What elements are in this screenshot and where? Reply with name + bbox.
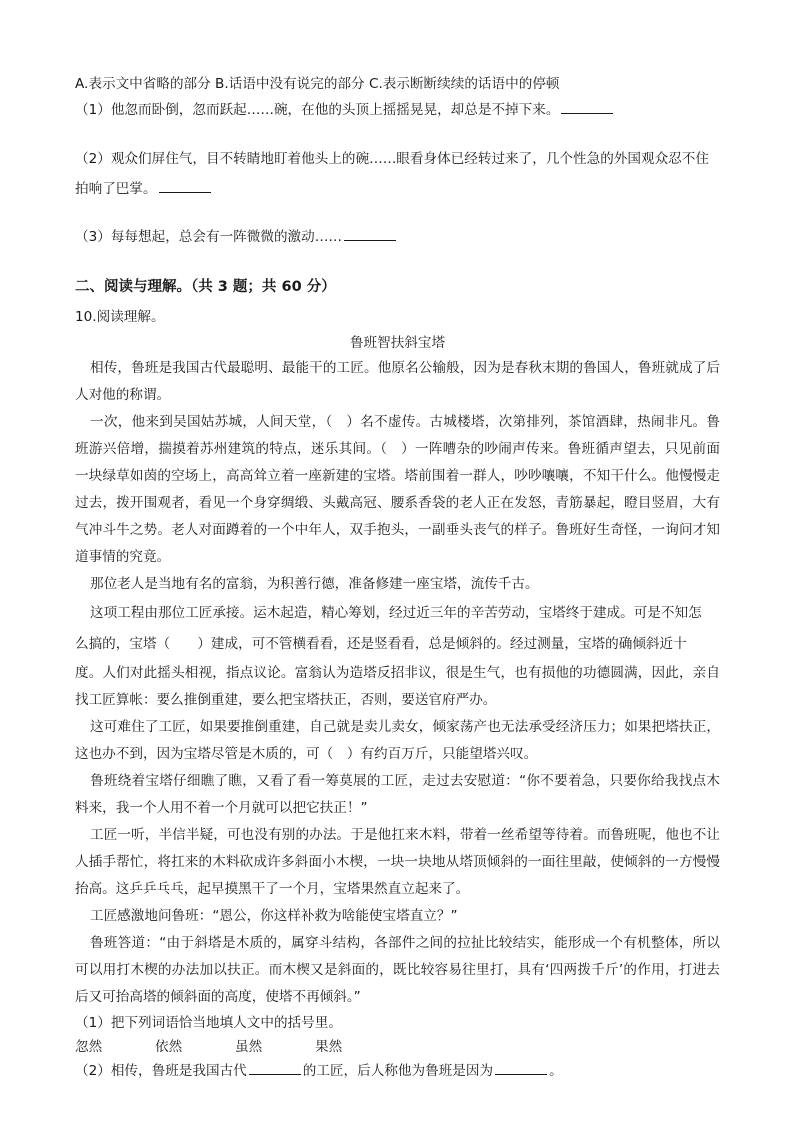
answer-blank[interactable]	[159, 178, 211, 193]
word-choice: 果然	[315, 1039, 343, 1055]
word-choice: 依然	[155, 1039, 183, 1055]
word-choice: 忽然	[75, 1039, 103, 1055]
q9-sentence-1-text: （1）他忽而卧倒，忽而跃起……碗，在他的头顶上摇摇晃晃，却总是不掉下来。	[75, 102, 560, 118]
passage-paragraph-3: 那位老人是当地有名的富翁，为积善行德，准备修建一座宝塔，流传千古。	[90, 576, 539, 592]
passage-paragraph-4c: 度。人们对此摇头相视，指点议论。富翁认为造塔反招非议，很是生气，也有损他的功德圆满，因此，亲自找工匠算帐：要么推倒重建，要么把宝塔扶正，否则，要送官府严办。	[75, 665, 720, 708]
section-heading: 二、阅读与理解。（共 3 题；共 60 分）	[75, 279, 336, 295]
document-page	[75, 72, 720, 1083]
q9-options: A.表示文中省略的部分 B.话语中没有说完的部分 C.表示断断续续的话语中的停顿	[75, 76, 560, 92]
word-choices	[75, 1035, 720, 1059]
passage-paragraph-8: 工匠感激地问鲁班：“恩公，你这样补救为啥能使宝塔直立？”	[90, 908, 458, 924]
question-intro: 10.阅读理解。	[75, 309, 165, 325]
passage-paragraph-2: 一次，他来到吴国姑苏城，人间天堂，（ ）名不虚传。古城楼塔，次第排列，茶馆酒肆，热闹非凡。鲁班游兴倍增，揣摸着苏州建筑的特点，迷乐其间。（ ）一阵嘈杂的吵闹声传来。鲁班循声望去，只见前面一块绿草如茵的空场上，高高耸立着一座新建的宝塔。塔前围着一群人，吵吵嚷嚷，不知干什么。他慢慢走过去，拨开围观者，看见一个身穿绸缎、头戴高冠、腰系香袋的老人正在发怒，青筋暴起，瞪目竖眉，大有气冲斗牛之势。老人对面蹲着的一个中年人，双手抱头，一副垂头丧气的样子。鲁班好生奇怪，一询问才知道事情的究竟。	[75, 414, 720, 565]
sub-question-2-text-c: 。	[549, 1063, 563, 1079]
passage-paragraph-1: 相传，鲁班是我国古代最聪明、最能干的工匠。他原名公输般，因为是春秋末期的鲁国人，鲁班就成了后人对他的称谓。	[75, 360, 720, 403]
sub-question-2	[75, 1059, 720, 1083]
passage-paragraph-6: 鲁班绕着宝塔仔细瞧了瞧，又看了看一筹莫展的工匠，走过去安慰道：“你不要着急，只要你给我找点木料来，我一个人用不着一个月就可以把它扶正！”	[75, 773, 720, 816]
passage-paragraph-4b: 么搞的，宝塔（ ）建成，可不管横看看，还是竖看看，总是倾斜的。经过测量，宝塔的确倾斜近十	[75, 636, 687, 652]
answer-blank[interactable]	[561, 99, 613, 114]
q9-sentence-3-text: （3）每每想起，总会有一阵微微的激动……	[75, 229, 342, 245]
passage-title: 鲁班智扶斜宝塔	[349, 335, 446, 351]
word-choice: 虽然	[235, 1039, 263, 1055]
passage-paragraph-9: 鲁班答道：“由于斜塔是木质的，属穿斗结构，各部件之间的拉扯比较结实，能形成一个有机整体，所以可以用打木楔的办法加以扶正。而木楔又是斜面的，既比较容易往里打，具有‘四两拨千斤’的作用，打进去后又可抬高塔的倾斜面的高度，使塔不再倾斜。”	[75, 935, 720, 1005]
q9-sentence-2b	[75, 175, 720, 203]
sub-question-2-text-a: （2）相传，鲁班是我国古代	[75, 1063, 247, 1079]
passage-paragraph-5: 这可难住了工匠，如果要推倒重建，自己就是卖儿卖女，倾家荡产也无法承受经济压力；如果把塔扶正，这也办不到，因为宝塔尽管是木质的，可（ ）有约百万斤，只能望塔兴叹。	[75, 719, 720, 762]
sub-question-1: （1）把下列词语恰当地填人文中的括号里。	[75, 1015, 342, 1031]
q9-sentence-3	[75, 225, 720, 249]
q9-sentence-2a: （2）观众们屏住气，目不转睛地盯着他头上的碗……眼看身体已经转过来了，几个性急的外国观众忍不住	[75, 151, 709, 167]
answer-blank[interactable]	[495, 1060, 547, 1075]
q9-sentence-2b-text: 拍响了巴掌。	[75, 181, 157, 197]
q9-sentence-1	[75, 98, 720, 122]
passage-paragraph-7: 工匠一听，半信半疑，可也没有别的办法。于是他扛来木料，带着一丝希望等待着。而鲁班呢，他也不让人插手帮忙，将扛来的木料砍成许多斜面小木楔，一块一块地从塔顶倾斜的一面往里敲，使倾斜的一方慢慢抬高。这乒乒乓乓，起早摸黑干了一个月，宝塔果然直立起来了。	[75, 827, 720, 897]
sub-question-2-text-b: 的工匠，后人称他为鲁班是因为	[302, 1063, 494, 1079]
answer-blank[interactable]	[249, 1060, 301, 1075]
passage-paragraph-4a: 这项工程由那位工匠承接。运木起造，精心筹划，经过近三年的辛苦劳动，宝塔终于建成。可是不知怎	[90, 605, 702, 621]
answer-blank[interactable]	[344, 226, 396, 241]
